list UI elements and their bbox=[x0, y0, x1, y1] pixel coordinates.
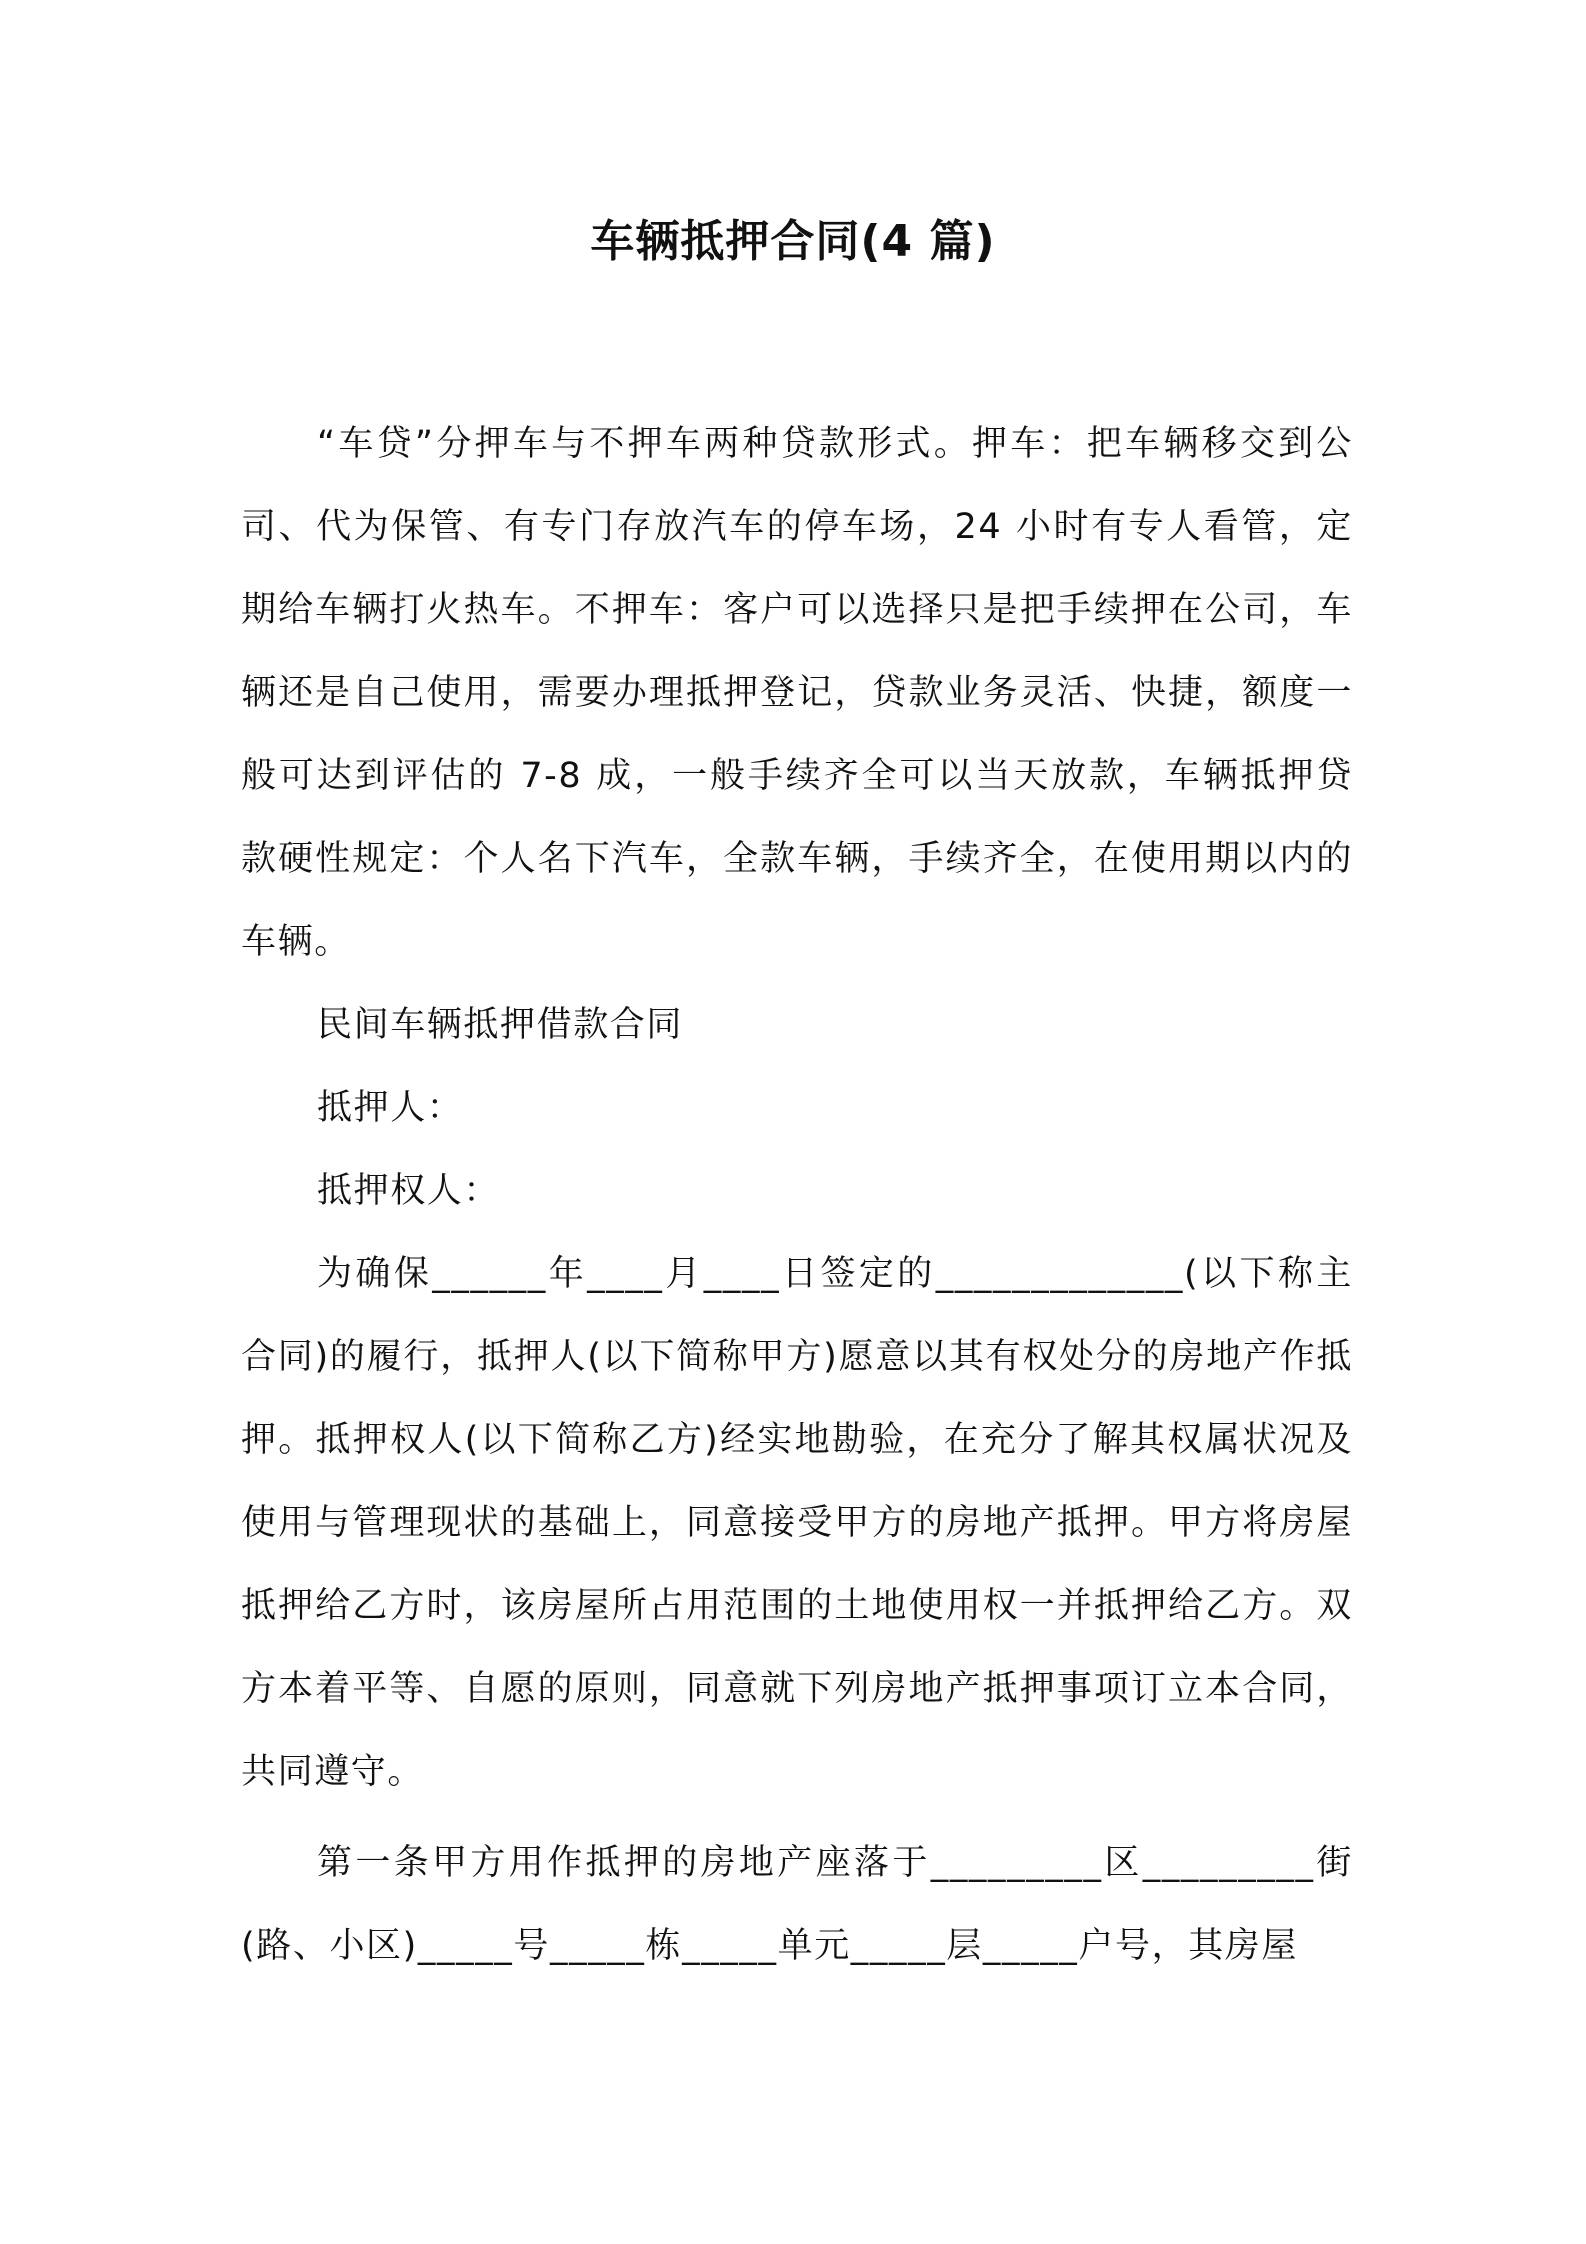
document-title: 车辆抵押合同(4 篇) bbox=[590, 216, 996, 267]
main-contract-paragraph: 为确保______年____月____日签定的_____________(以下称主合同)的履行，抵押人(以下简称甲方)愿意以其有权处分的房地产作抵押。抵押权人(以下简称乙方)经实地勘验，在充分了解其权属状况及使用与管理现状的基础上，同意接受甲方的房地产抵押。甲方将房屋抵押给乙方时，该房屋所占用范围的土地使用权一并抵押给乙方。双方本着平等、自愿的原则，同意就下列房地产抵押事项订立本合同，共同遵守。 bbox=[241, 1254, 1353, 1792]
article-1-paragraph: 第一条甲方用作抵押的房地产座落于_________区_________街(路、小区)_____号_____栋_____单元_____层_____户号，其房屋 bbox=[241, 1843, 1353, 1966]
intro-paragraph: “车贷”分押车与不押车两种贷款形式。押车：把车辆移交到公司、代为保管、有专门存放汽车的停车场，24 小时有专人看管，定期给车辆打火热车。不押车：客户可以选择只是把手续押在公司，车辆还是自己使用，需要办理抵押登记，贷款业务灵活、快捷，额度一般可达到评估的 7-8 成，一般手续齐全可以当天放款，车辆抵押贷款硬性规定：个人名下汽车，全款车辆，手续齐全，在使用期以内的车辆。 bbox=[241, 424, 1353, 962]
document-body bbox=[241, 403, 1353, 1988]
mortgagee-label: 抵押权人： bbox=[317, 1171, 501, 1211]
mortgagor-label: 抵押人： bbox=[317, 1088, 464, 1128]
contract-title: 民间车辆抵押借款合同 bbox=[317, 1005, 684, 1045]
